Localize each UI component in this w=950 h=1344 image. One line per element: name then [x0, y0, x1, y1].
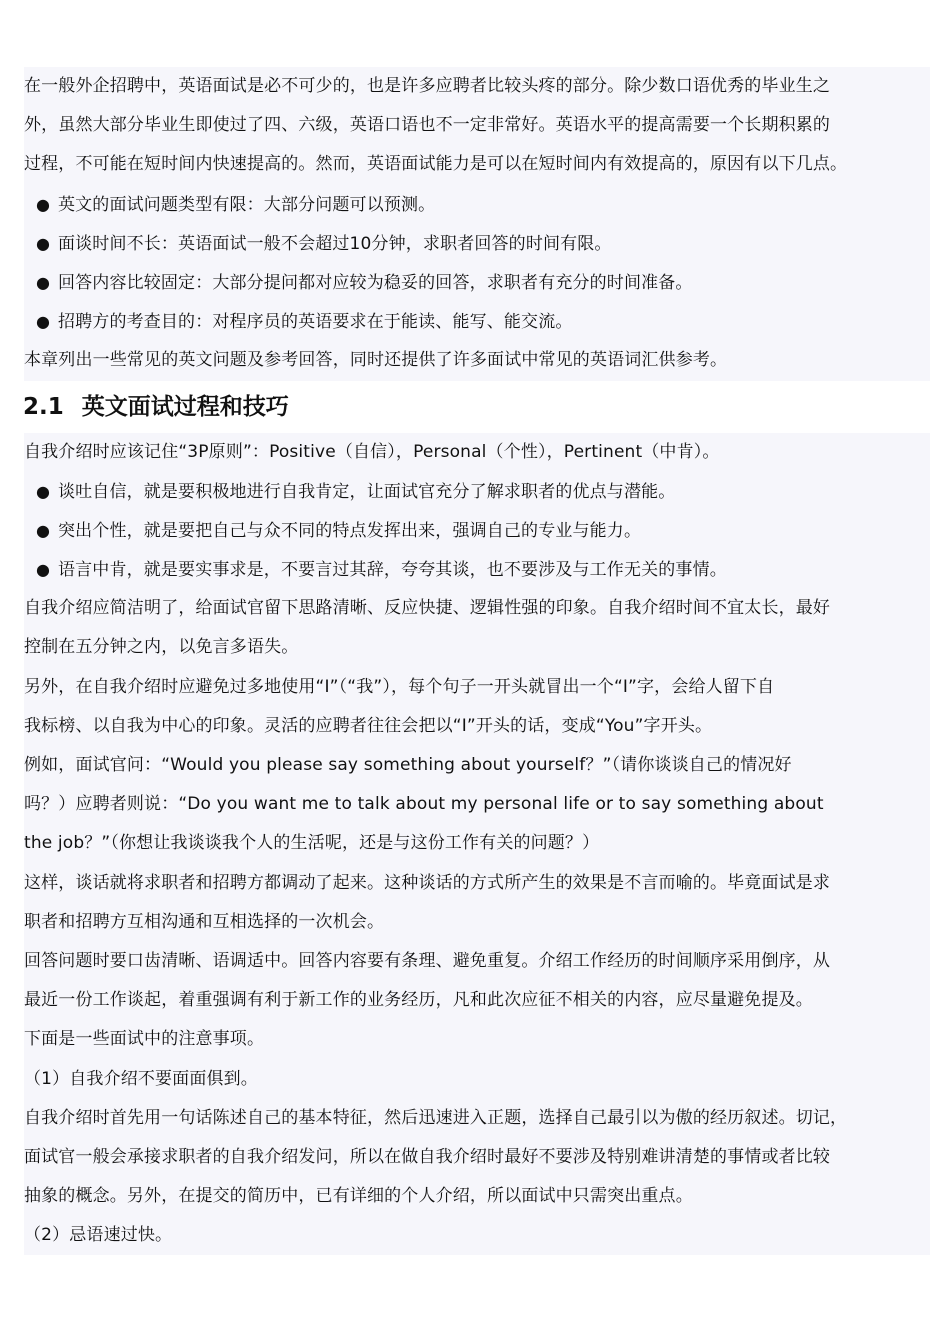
body-line: 这样，谈话就将求职者和招聘方都调动了起来。这种谈话的方式所产生的效果是不言而喻的。毕竟面试是求 — [24, 872, 831, 893]
reason-item — [24, 185, 930, 224]
bullet-icon: ● — [36, 272, 51, 292]
principle-item — [24, 511, 930, 550]
bullet-icon: ● — [36, 520, 51, 540]
reason-text: 回答内容比较固定：大部分提问都对应较为稳妥的回答，求职者有充分的时间准备。 — [58, 272, 693, 293]
bullet-icon: ● — [36, 312, 51, 332]
bullet-icon: ● — [36, 233, 51, 253]
body-line: 控制在五分钟之内，以免言多语失。 — [24, 637, 299, 658]
section-number: 2.1 — [23, 393, 64, 420]
body-line: 自我介绍时首先用一句话陈述自己的基本特征，然后迅速进入正题，选择自己最引以为傲的经历叙述。切记， — [24, 1107, 848, 1128]
body-line: 另外，在自我介绍时应避免过多地使用“I”（“我”），每个句子一开头就冒出一个“I”字，会给人留下自 — [24, 676, 775, 697]
principle-line: 自我介绍时应该记住“3P原则”：Positive（自信），Personal（个性），Pertinent（中肯）。 — [24, 441, 720, 462]
body-line: 面试官一般会承接求职者的自我介绍发问，所以在做自我介绍时最好不要涉及特别难讲清楚的事情或者比较 — [24, 1146, 831, 1167]
body-line: 自我介绍应简洁明了，给面试官留下思路清晰、反应快捷、逻辑性强的印象。自我介绍时间不宜太长，最好 — [24, 598, 831, 619]
reason-item — [24, 224, 930, 263]
body-line: 下面是一些面试中的注意事项。 — [24, 1029, 265, 1050]
intro-line: 外，虽然大部分毕业生即使过了四、六级，英语口语也不一定非常好。英语水平的提高需要一个长期积累的 — [24, 115, 831, 136]
bullet-icon: ● — [36, 560, 51, 580]
reason-text: 面谈时间不长：英语面试一般不会超过10分钟，求职者回答的时间有限。 — [58, 233, 612, 254]
bullet-icon: ● — [36, 194, 51, 214]
principle-text: 突出个性，就是要把自己与众不同的特点发挥出来，强调自己的专业与能力。 — [58, 520, 642, 541]
principle-text: 语言中肯，就是要实事求是，不要言过其辞，夸夸其谈，也不要涉及与工作无关的事情。 — [58, 560, 727, 581]
chapter-note: 本章列出一些常见的英文问题及参考回答，同时还提供了许多面试中常见的英语词汇供参考。 — [24, 350, 728, 371]
principle-text: 谈吐自信，就是要积极地进行自我肯定，让面试官充分了解求职者的优点与潜能。 — [58, 481, 676, 502]
body-line: the job？”（你想让我谈谈我个人的生活呢，还是与这份工作有关的问题？） — [24, 833, 600, 854]
principle-item — [24, 472, 930, 511]
body-line: 抽象的概念。另外，在提交的简历中，已有详细的个人介绍，所以面试中只需突出重点。 — [24, 1186, 693, 1207]
body-line: （2）忌语速过快。 — [24, 1225, 173, 1246]
principle-item — [24, 550, 930, 589]
reason-item — [24, 302, 930, 341]
document-body — [24, 67, 930, 1255]
intro-line: 在一般外企招聘中，英语面试是必不可少的，也是许多应聘者比较头疼的部分。除少数口语优秀的毕业生之 — [24, 76, 831, 96]
body-line: 最近一份工作谈起，着重强调有利于新工作的业务经历，凡和此次应征不相关的内容，应尽量避免提及。 — [24, 990, 813, 1011]
body-line: 我标榜、以自我为中心的印象。灵活的应聘者往往会把以“I”开头的话，变成“You”字开头。 — [24, 715, 713, 736]
reason-text: 招聘方的考查目的：对程序员的英语要求在于能读、能写、能交流。 — [58, 312, 573, 333]
section-title: 英文面试过程和技巧 — [81, 393, 289, 420]
intro-line: 过程，不可能在短时间内快速提高的。然而，英语面试能力是可以在短时间内有效提高的，原因有以下几点。 — [24, 154, 848, 175]
body-line: 职者和招聘方互相沟通和互相选择的一次机会。 — [24, 911, 385, 932]
body-line: 例如，面试官问：“Would you please say something about yourself？”（请你谈谈自己的情况好 — [24, 755, 792, 775]
reason-item — [24, 263, 930, 302]
body-line: 回答问题时要口齿清晰、语调适中。回答内容要有条理、避免重复。介绍工作经历的时间顺序采用倒序，从 — [24, 950, 831, 971]
body-line: （1）自我介绍不要面面俱到。 — [24, 1068, 258, 1089]
section-heading — [23, 381, 930, 433]
reason-text: 英文的面试问题类型有限：大部分问题可以预测。 — [58, 194, 436, 215]
body-line: 吗？）应聘者则说：“Do you want me to talk about my personal life or to say something about — [24, 794, 824, 815]
bullet-icon: ● — [36, 481, 51, 501]
